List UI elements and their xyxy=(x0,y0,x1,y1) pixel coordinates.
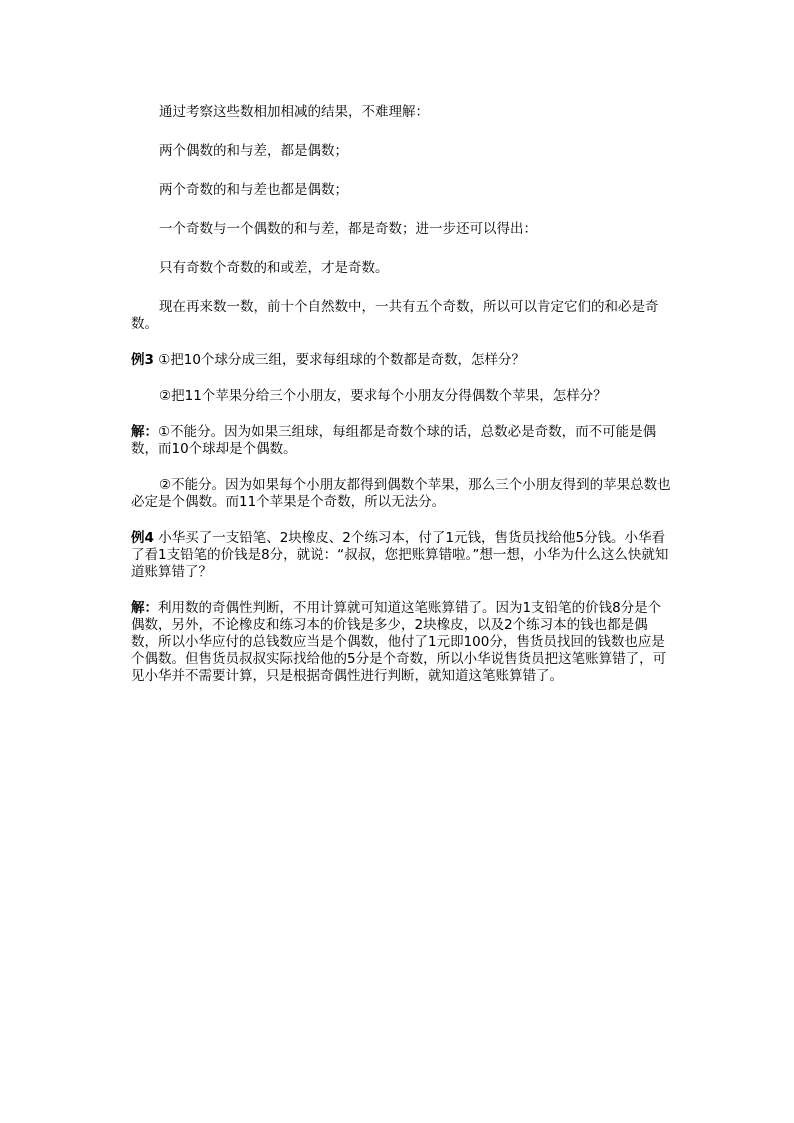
solution-4-text: 利用数的奇偶性判断，不用计算就可知道这笔账算错了。因为1支铅笔的价钱8分是个偶数，另外，不论橡皮和练习本的价钱是多少，2块橡皮，以及2个练习本的钱也都是偶数，所以小华应付的总钱数应当是个偶数，他付了1元即100分，售货员找回的钱数也应是个偶数。但售货员叔叔实际找给他的5分是个奇数，所以小华说售货员把这笔账算错了，可见小华并不需要计算，只是根据奇偶性进行判断，就知道这笔账算错了。 xyxy=(131,600,667,684)
paragraph-intro: 通过考察这些数相加相减的结果，不难理解： xyxy=(159,104,429,120)
solution-3-answer-1 xyxy=(131,424,671,458)
example-4-question xyxy=(131,530,671,581)
paragraph-even-rule: 两个偶数的和与差，都是偶数； xyxy=(159,143,348,159)
paragraph-odd-count-rule: 只有奇数个奇数的和或差，才是奇数。 xyxy=(159,260,389,276)
paragraph-mixed-rule: 一个奇数与一个偶数的和与差，都是奇数；进一步还可以得出： xyxy=(159,221,537,237)
paragraph-odd-rule: 两个奇数的和与差也都是偶数； xyxy=(159,182,348,198)
solution-3-label: 解： xyxy=(131,424,158,440)
example-4-label: 例4 xyxy=(131,530,154,546)
example-3-label: 例3 xyxy=(131,352,154,368)
solution-4-label: 解： xyxy=(131,600,158,616)
solution-4-answer xyxy=(131,600,671,685)
solution-3-a1-text: ①不能分。因为如果三组球，每组都是奇数个球的话，总数必是奇数，而不可能是偶数，而10个球却是个偶数。 xyxy=(131,424,657,457)
example-3-question-2: ②把11个苹果分给三个小朋友，要求每个小朋友分得偶数个苹果，怎样分？ xyxy=(159,388,607,404)
example-3-question-1 xyxy=(131,352,671,369)
example-4-text: 小华买了一支铅笔、2块橡皮、2个练习本，付了1元钱，售货员找给他5分钱。小华看了看1支铅笔的价钱是8分，就说：“叔叔，您把账算错啦。”想一想，小华为什么这么快就知道账算错了？ xyxy=(131,530,669,580)
document-body xyxy=(131,104,671,685)
solution-3-answer-2: ②不能分。因为如果每个小朋友都得到偶数个苹果，那么三个小朋友得到的苹果总数也必定是个偶数。而11个苹果是个奇数，所以无法分。 xyxy=(131,477,671,510)
example-3-q1-text: ①把10个球分成三组，要求每组球的个数都是奇数，怎样分？ xyxy=(158,352,525,368)
paragraph-first-ten: 现在再来数一数，前十个自然数中，一共有五个奇数，所以可以肯定它们的和必是奇数。 xyxy=(131,299,659,332)
